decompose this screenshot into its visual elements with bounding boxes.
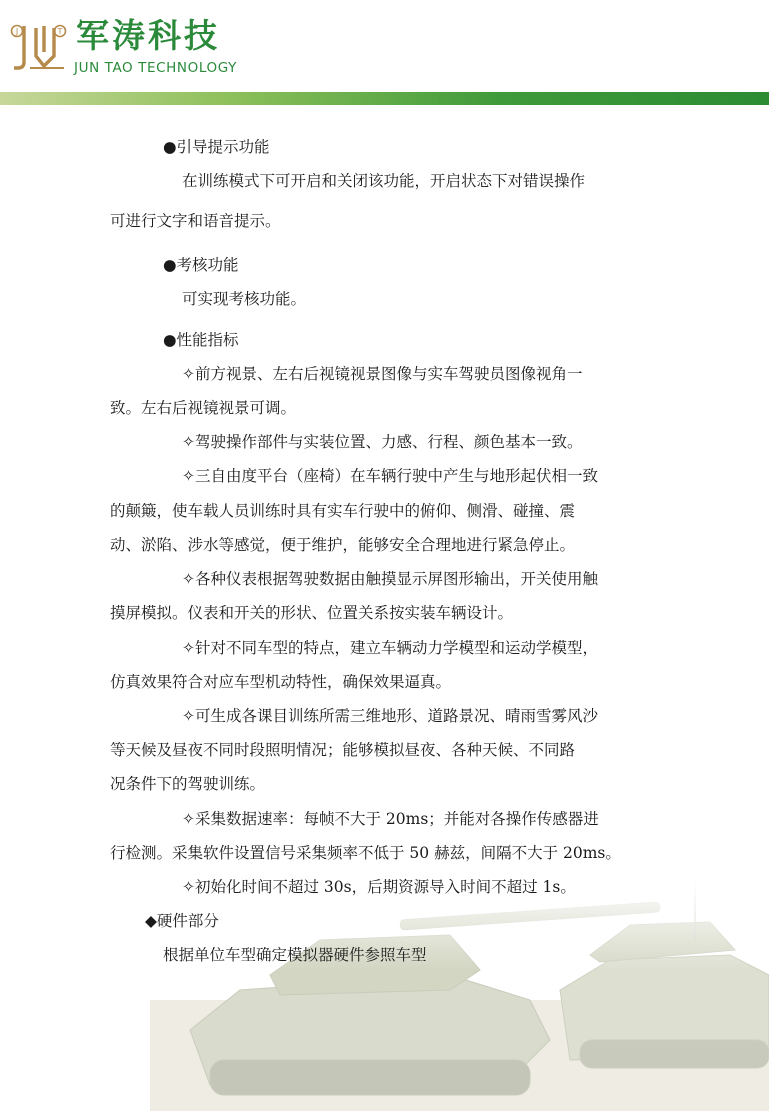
spec-item-line: 况条件下的驾驶训练。 — [110, 775, 266, 793]
tank-background-image — [150, 880, 769, 1111]
section-heading-guidance: ●引导提示功能 — [163, 138, 270, 156]
section-heading-performance: ●性能指标 — [163, 331, 239, 349]
section-heading-hardware: ◆硬件部分 — [145, 912, 219, 930]
spec-item-line: ✧各种仪表根据驾驶数据由触摸显示屏图形输出，开关使用触 — [182, 570, 598, 588]
spec-item-line: 的颠簸，使车载人员训练时具有实车行驶中的俯仰、侧滑、碰撞、震 — [110, 502, 576, 520]
company-logo-icon — [10, 22, 68, 72]
spec-item-line: 仿真效果符合对应车型机动特性，确保效果逼真。 — [110, 673, 452, 691]
company-name-en: JUN TAO TECHNOLOGY — [74, 60, 237, 76]
svg-text:T: T — [57, 27, 63, 36]
paragraph-line: 可进行文字和语音提示。 — [110, 212, 281, 230]
spec-item-line: 致。左右后视镜视景可调。 — [110, 399, 297, 417]
spec-item-line: ✧前方视景、左右后视镜视景图像与实车驾驶员图像视角一 — [182, 365, 583, 383]
spec-item-line: ✧三自由度平台（座椅）在车辆行驶中产生与地形起伏相一致 — [182, 467, 598, 485]
header-divider-bar — [0, 92, 769, 105]
svg-text:J: J — [15, 27, 19, 36]
spec-item-line: ✧采集数据速率：每帧不大于 20ms；并能对各操作传感器进 — [182, 810, 599, 828]
spec-item-line: 动、淤陷、涉水等感觉，便于维护，能够安全合理地进行紧急停止。 — [110, 536, 576, 554]
spec-item-line: 等天候及昼夜不同时段照明情况；能够模拟昼夜、各种天候、不同路 — [110, 741, 576, 759]
paragraph-line: 在训练模式下可开启和关闭该功能，开启状态下对错误操作 — [182, 172, 586, 190]
paragraph-line: 可实现考核功能。 — [182, 290, 307, 308]
spec-item-line: ✧驾驶操作部件与实装位置、力感、行程、颜色基本一致。 — [182, 433, 583, 451]
spec-item-line: 行检测。采集软件设置信号采集频率不低于 50 赫兹，间隔不大于 20ms。 — [110, 844, 621, 862]
spec-item-line: ✧初始化时间不超过 30s，后期资源导入时间不超过 1s。 — [182, 878, 576, 896]
company-name-cn: 军涛科技 — [76, 16, 220, 55]
spec-item-line: ✧针对不同车型的特点，建立车辆动力学模型和运动学模型， — [182, 639, 598, 657]
spec-item-line: ✧可生成各课目训练所需三维地形、道路景况、晴雨雪雾风沙 — [182, 707, 598, 725]
paragraph-line: 根据单位车型确定模拟器硬件参照车型 — [163, 946, 427, 964]
spec-item-line: 摸屏模拟。仪表和开关的形状、位置关系按实装车辆设计。 — [110, 604, 514, 622]
section-heading-assessment: ●考核功能 — [163, 256, 239, 274]
